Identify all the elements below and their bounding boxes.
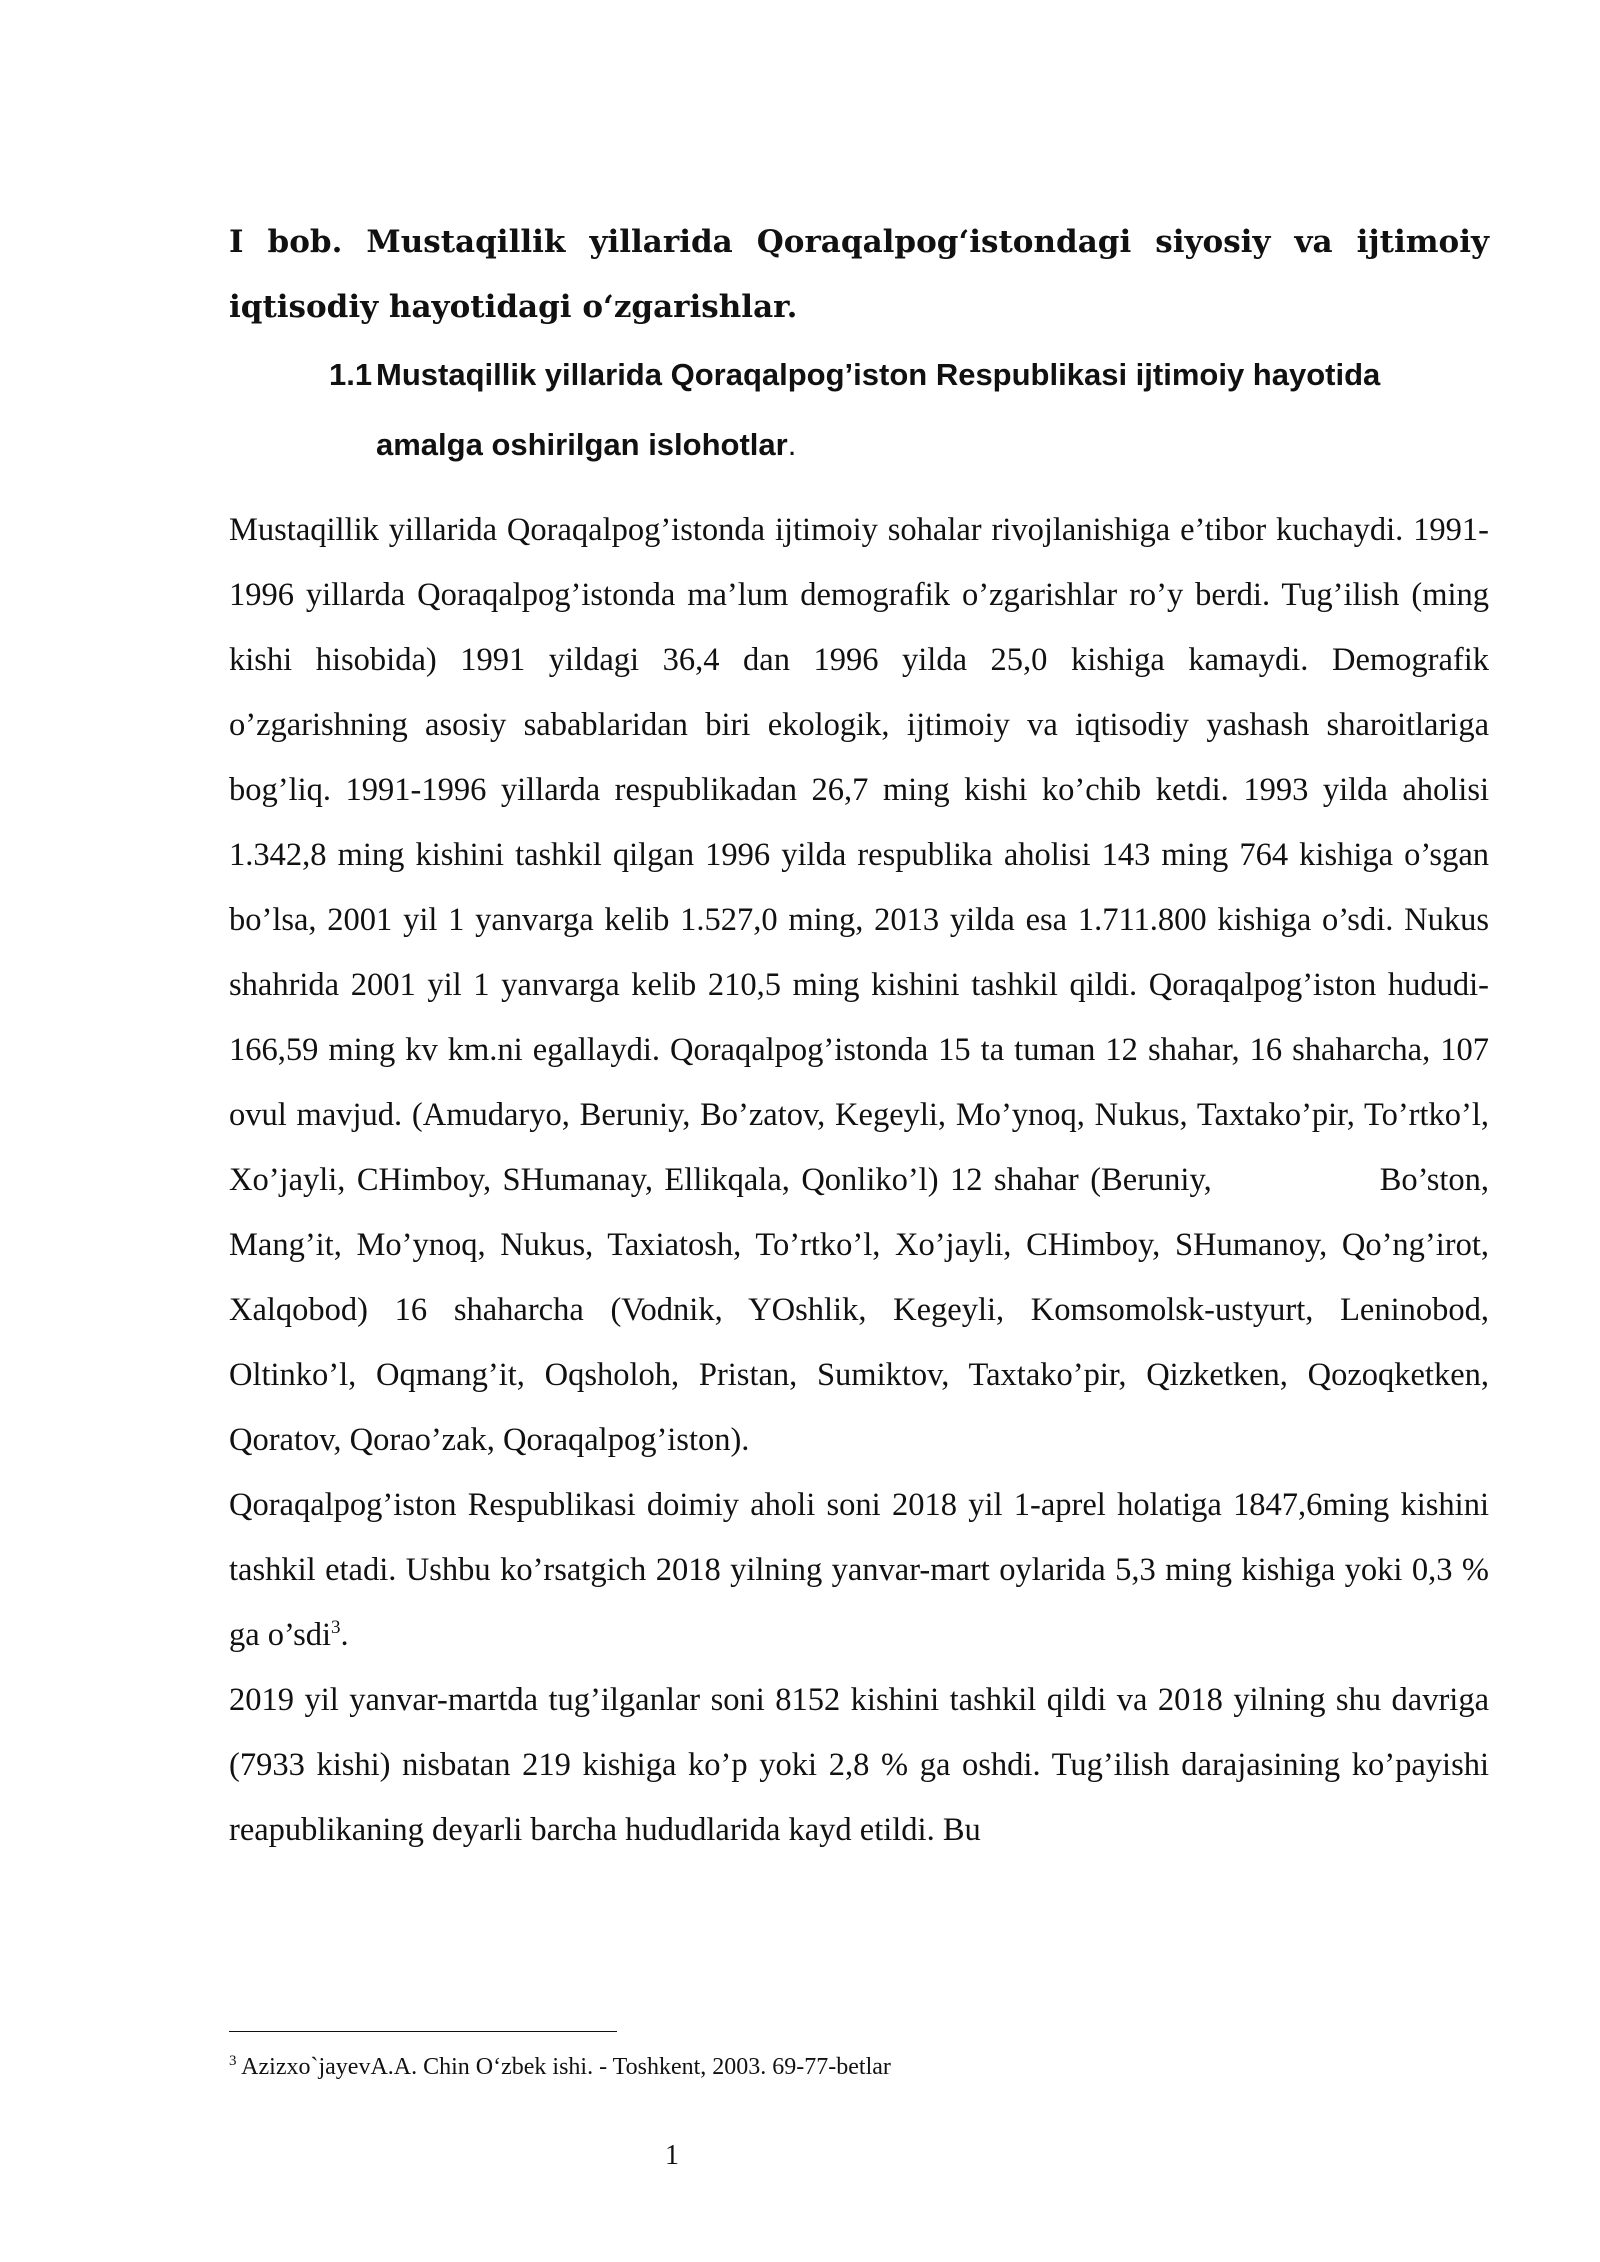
- chapter-title: I bob. Mustaqillik yillarida Qoraqalpog‘istondagi siyosiy va ijtimoiy iqtisodiy hayotidagi o‘zgarishlar.: [229, 224, 1489, 325]
- footnote-mark: 3: [229, 2053, 237, 2069]
- page-number: 1: [665, 2140, 679, 2171]
- paragraph-end: .: [340, 1617, 349, 1653]
- paragraph-text: Qoraqalpog’iston Respublikasi doimiy aholi soni 2018 yil 1-aprel holatiga 1847,6ming kishini tashkil etadi. Ushbu ko’rsatgich 2018 yilning yanvar-mart oylarida 5,3 ming kishiga yoki 0,3 % ga o’sdi: [229, 1487, 1489, 1653]
- paragraph-text: 2019 yil yanvar-martda tug’ilganlar soni 8152 kishini tashkil qildi va 2018 yilning shu davriga (7933 kishi) nisbatan 219 kishiga ko’p yoki 2,8 % ga oshdi. Tug’ilish darajasining ko’payishi reapublikaning deyarli barcha hududlarida kayd etildi. Bu: [229, 1682, 1489, 1848]
- paragraph: [229, 1668, 1489, 1863]
- section-title: [329, 340, 1416, 480]
- section-title-text: Mustaqillik yillarida Qoraqalpog’iston Respublikasi ijtimoiy hayotida amalga oshirilgan islohotlar: [376, 357, 1381, 462]
- page-content: [229, 210, 1489, 1863]
- paragraph-text: Bo’ston, Mang’it, Mo’ynoq, Nukus, Taxiatosh, To’rtko’l, Xo’jayli, CHimboy, SHumanoy, Qo’ng’irot, Xalqobod) 16 shaharcha (Vodnik, YOshlik, Kegeyli, Komsomolsk-ustyurt, Leninobod, Oltinko’l, Oqmang’it, Oqsholoh, Pristan, Sumiktov, Taxtako’pir, Qizketken, Qozoqketken, Qoratov, Qorao’zak, Qoraqalpog’iston).: [229, 1162, 1489, 1458]
- footnote: [229, 2052, 1429, 2082]
- body-text: [229, 498, 1489, 1863]
- section-number: 1.1: [329, 357, 373, 392]
- paragraph: [229, 1473, 1489, 1668]
- paragraph-text: Mustaqillik yillarida Qoraqalpog’istonda ijtimoiy sohalar rivojlanishiga e’tibor kuchaydi. 1991-1996 yillarda Qoraqalpog’istonda ma’lum demografik o’zgarishlar ro’y berdi. Tug’ilish (ming kishi hisobida) 1991 yildagi 36,4 dan 1996 yilda 25,0 kishiga kamaydi. Demografik o’zgarishning asosiy sabablaridan biri ekologik, ijtimoiy va iqtisodiy yashash sharoitlariga bog’liq. 1991-1996 yillarda respublikadan 26,7 ming kishi ko’chib ketdi. 1993 yilda aholisi 1.342,8 ming kishini tashkil qilgan 1996 yilda respublika aholisi 143 ming 764 kishiga o’sgan bo’lsa, 2001 yil 1 yanvarga kelib 1.527,0 ming, 2013 yilda esa 1.711.800 kishiga o’sdi. Nukus shahrida 2001 yil 1 yanvarga kelib 210,5 ming kishini tashkil qildi. Qoraqalpog’iston hududi-166,59 ming kv km.ni egallaydi. Qoraqalpog’istonda 15 ta tuman 12 shahar, 16 shaharcha, 107 ovul mavjud. (Amudaryo, Beruniy, Bo’zatov, Kegeyli, Mo’ynoq, Nukus, Taxtako’pir, To’rtko’l, Xo’jayli, CHimboy, SHumanay, Ellikqala, Qonliko’l) 12 shahar (Beruniy,: [229, 512, 1489, 1198]
- footnote-text: Azizxo`jayevA.A. Chin O‘zbek ishi. - Toshkent, 2003. 69-77-betlar: [236, 2054, 891, 2080]
- paragraph: [229, 498, 1489, 1473]
- footnote-separator: [229, 2031, 617, 2032]
- section-title-period: .: [787, 427, 797, 462]
- footnote-reference[interactable]: 3: [331, 1617, 341, 1639]
